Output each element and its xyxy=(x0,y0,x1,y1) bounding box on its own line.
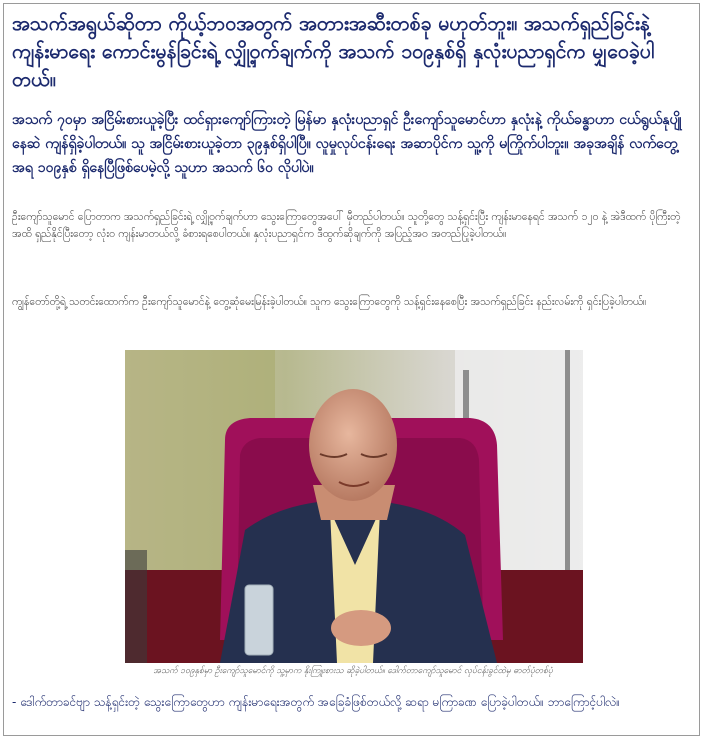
portrait-photo-icon xyxy=(125,350,583,663)
article-paragraph-2: ကျွန်တော်တို့ရဲ့ သတင်းထောက်က ဦးကျော်သူမောင်နဲ့ တွေ့ဆုံမေးမြန်းခဲ့ပါတယ်။ သူက သွေးကြောတွေကို သန့်ရှင်းနေစေပြီး အသက်ရှည်ခြင်း နည်းလမ်းကို ရှင်းပြခဲ့ပါတယ်။ xyxy=(12,296,647,308)
article-photo xyxy=(125,350,583,663)
article-closing-question: - ဒေါက်တာခင်ဗျာ သန့်ရှင်းတဲ့ သွေးကြောတွေဟာ ကျန်းမာရေးအတွက် အခြေခံဖြစ်တယ်လို့ ဆရာ မကြာခဏ ပြောခဲ့ပါတယ်။ ဘာကြောင့်ပါလဲ။ xyxy=(12,695,621,709)
article-lead: အသက် ၇၀မှာ အငြိမ်းစားယူခဲ့ပြီး ထင်ရှားကျော်ကြားတဲ့ မြန်မာ နှလုံးပညာရှင် ဦးကျော်သူမောင်ဟာ နှလုံးနဲ့ ကိုယ်ခန္ဓာဟာ ငယ်ရွယ်နုပျိုနေဆဲ ကျန်ရှိခဲ့ပါတယ်။ သူ အငြိမ်းစားယူခဲ့တာ ၃၉နှစ်ရှိပါပြီ။ လူမှုလုပ်ငန်းရေး အဆာပိုင်က သူ့ကို မကြိုက်ပါဘူး။ အခုအချိန် လက်တွေ့အရ ၁၀၉နှစ် ရှိနေပြီဖြစ်ပေမဲ့လို့ သူဟာ အသက် ၆၀ လိုပါပဲ။ xyxy=(12,112,682,176)
article-frame xyxy=(3,3,700,736)
article-headline: အသက်အရွယ်ဆိုတာ ကိုယ့်ဘဝအတွက် အတားအဆီးတစ်ခု မဟုတ်ဘူး။ အသက်ရှည်ခြင်းနဲ့ ကျန်းမာရေး ကောင်းမွန်ခြင်းရဲ့ လျှို့ဝှက်ချက်ကို အသက် ၁၀၉နှစ်ရှိ နှလုံးပညာရှင်က မျှဝေခဲ့ပါတယ်။ xyxy=(12,12,655,91)
article-paragraph-1: ဦးကျော်သူမောင် ပြောတာက အသက်ရှည်ခြင်းရဲ့ လျှို့ဝှက်ချက်ဟာ သွေးကြောတွေအပေါ် မှီတည်ပါတယ်။ သူတို့တွေ သန့်ရှင်းပြီး ကျန်းမာနေရင် အသက် ၁၂၀ နဲ့ အဲဒီထက် ပိုကြီးတဲ့အထိ ရှည်နိုင်ပြီးတော့ လုံးဝ ကျန်းမာတယ်လို့ ခံစားရစေပါတယ်။ နှလုံးပညာရှင်က ဒီထွက်ဆိုချက်ကို အပြည့်အဝ အတည်ပြုခဲ့ပါတယ်။ xyxy=(12,211,681,240)
photo-caption: အသက် ၁၀၉နှစ်မှာ ဦးကျော်သူမောင်ကို သူ့မှာက နိုးကြူးစားသ ဆိုခဲ့ပါတယ်။ ဒေါက်တာကျော်သူမောင် လုပ်ငန်းခွင်ထဲမှ ဓာတ်ပုံတစ်ပုံ xyxy=(153,666,553,676)
